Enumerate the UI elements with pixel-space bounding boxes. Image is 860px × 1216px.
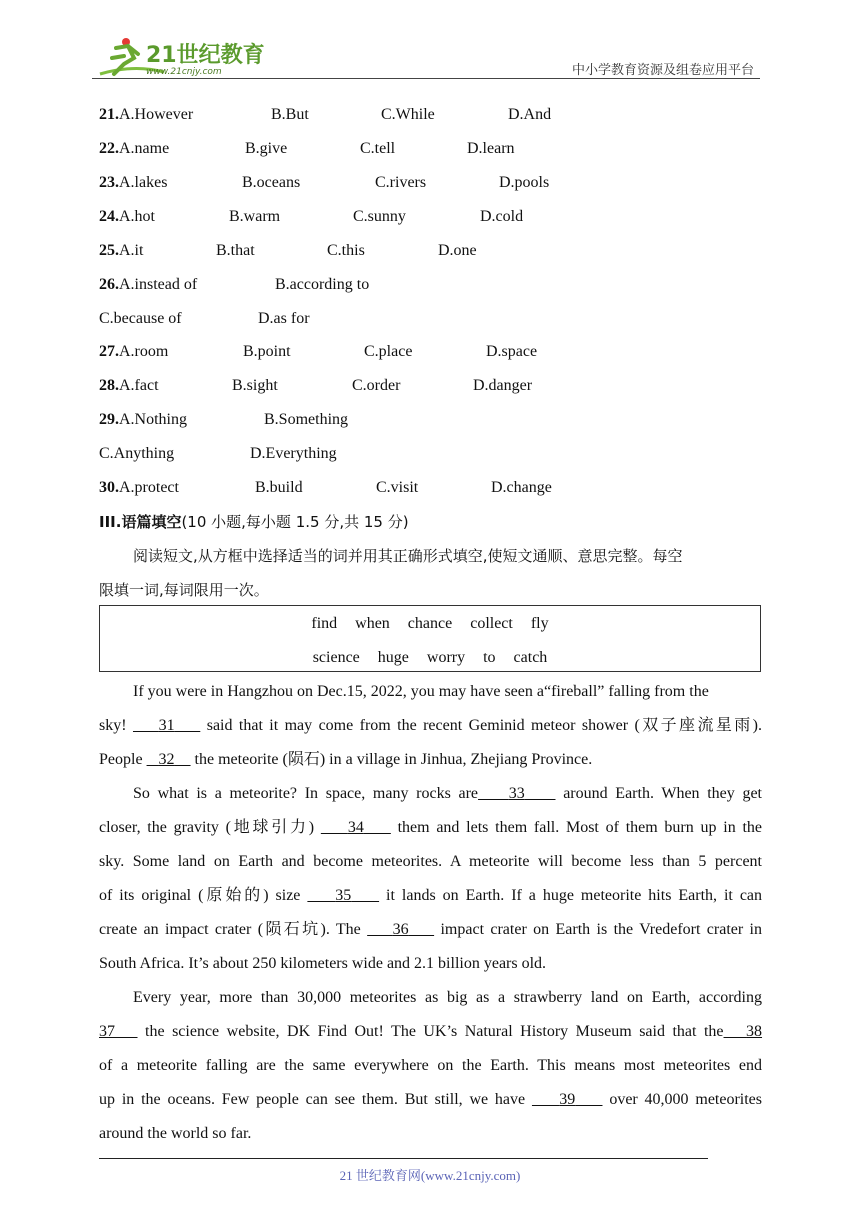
blank-36-number: 36: [392, 921, 409, 938]
question-number: 28.: [99, 377, 119, 394]
option-b: B.according to: [275, 276, 370, 293]
text: sky!: [99, 717, 127, 734]
text: the science website, DK Find Out! The UK’s Natural History Museum said that the: [145, 1023, 724, 1040]
option-d: D.And: [508, 106, 552, 123]
text: around Earth. When they get: [563, 785, 763, 802]
option-d: D.danger: [473, 377, 533, 394]
header-divider: [92, 78, 760, 79]
passage-p1-line3: [99, 750, 762, 770]
blank-37: [99, 1023, 138, 1040]
text: create an impact crater (陨石坑). The: [99, 921, 361, 938]
footer-link[interactable]: 21 世纪教育网(www.21cnjy.com): [339, 1168, 521, 1183]
option-a: A.hot: [119, 208, 155, 225]
text: impact crater on Earth is the Vredefort crater in: [440, 921, 763, 938]
option-b: B.that: [216, 242, 255, 259]
question-29: [99, 410, 599, 430]
question-number: 22.: [99, 140, 119, 157]
question-27: [99, 342, 599, 362]
blank-32: [147, 751, 191, 768]
passage-p3-line5: around the world so far.: [99, 1125, 252, 1142]
blank-31-number: 31: [158, 717, 175, 734]
text: of its original (原始的) size: [99, 887, 301, 904]
text: it lands on Earth. If a huge meteorite hits Earth, it can: [386, 887, 763, 904]
passage-p2-line1: [133, 784, 762, 804]
passage-p3-line3: of a meteorite falling are the same everywhere on the Earth. This means most meteorites end: [99, 1057, 762, 1074]
blank-39-number: 39: [559, 1091, 576, 1108]
passage-p3-line1: Every year, more than 30,000 meteorites as big as a strawberry land on Earth, according: [133, 989, 762, 1006]
option-c: C.this: [327, 242, 365, 259]
section-title-rest: (10 小题,每小题 1.5 分,共 15 分): [181, 513, 409, 531]
blank-31: [133, 717, 200, 734]
passage-p2-line5: [99, 920, 762, 940]
option-c: C.rivers: [375, 174, 427, 191]
option-c: C.place: [364, 343, 413, 360]
passage-p3-line2: [99, 1022, 762, 1042]
option-b: B.build: [255, 479, 303, 496]
question-28: [99, 376, 599, 396]
option-b: B.Something: [264, 411, 349, 428]
option-b: B.point: [243, 343, 291, 360]
text: closer, the gravity (地球引力): [99, 819, 315, 836]
option-a: A.Nothing: [119, 411, 187, 428]
question-number: 24.: [99, 208, 119, 225]
text: up in the oceans. Few people can see them. But still, we have: [99, 1091, 526, 1108]
question-25: [99, 241, 599, 261]
blank-34: [321, 819, 391, 836]
blank-34-number: 34: [347, 819, 364, 836]
logo-text: 21世纪教育: [146, 43, 265, 68]
question-number: 27.: [99, 343, 119, 360]
passage-p1-line2: [99, 716, 762, 736]
option-c: C.While: [381, 106, 435, 123]
text: over 40,000 meteorites: [609, 1091, 763, 1108]
header-tagline: 中小学教育资源及组卷应用平台: [571, 63, 754, 78]
blank-35: [307, 887, 379, 904]
option-d: D.pools: [499, 174, 550, 191]
option-d: D.change: [491, 479, 552, 496]
passage-p2-line3: sky. Some land on Earth and become meteorites. A meteorite will become less than 5 percent: [99, 853, 762, 870]
question-number: 30.: [99, 479, 119, 496]
question-24: [99, 207, 599, 227]
question-number: 21.: [99, 106, 119, 123]
blank-35-number: 35: [335, 887, 352, 904]
question-26: [99, 275, 599, 295]
text: them and lets them fall. Most of them burn up in the: [397, 819, 763, 836]
option-d: D.Everything: [250, 445, 337, 462]
option-d: D.one: [438, 242, 477, 259]
option-a: A.it: [119, 242, 144, 259]
passage-p3-line4: [99, 1090, 762, 1110]
blank-36: [367, 921, 434, 938]
question-30: [99, 478, 599, 498]
blank-38: [724, 1023, 763, 1040]
option-a: A.instead of: [119, 276, 198, 293]
passage-p2-line4: [99, 886, 762, 906]
section-title: [99, 512, 762, 533]
option-c: C.Anything: [99, 445, 175, 462]
question-number: 29.: [99, 411, 119, 428]
question-29-line2: [99, 444, 599, 464]
question-21: [99, 105, 599, 125]
option-a: A.name: [119, 140, 170, 157]
option-d: D.learn: [467, 140, 515, 157]
text: the meteorite (陨石) in a village in Jinhua, Zhejiang Province.: [194, 751, 593, 768]
option-d: D.as for: [258, 310, 310, 327]
option-a: A.However: [119, 106, 194, 123]
text: So what is a meteorite? In space, many rocks are: [133, 785, 479, 802]
word-bank-line-2: science huge worry to catch: [312, 649, 548, 666]
question-23: [99, 173, 599, 193]
section-title-bold: III.语篇填空: [99, 513, 182, 531]
question-number: 23.: [99, 174, 119, 191]
blank-38-number: 38: [746, 1023, 763, 1040]
question-number: 26.: [99, 276, 119, 293]
option-c: C.visit: [376, 479, 419, 496]
instruction-line-1: 阅读短文,从方框中选择适当的词并用其正确形式填空,使短文通顺、意思完整。每空: [133, 547, 683, 565]
blank-33-number: 33: [508, 785, 525, 802]
site-logo: [94, 34, 274, 80]
passage-p1-line1: If you were in Hangzhou on Dec.15, 2022, you may have seen a“fireball” falling from the: [133, 683, 709, 700]
text: said that it may come from the recent Geminid meteor shower (双子座流星雨).: [206, 717, 763, 734]
instruction-line-2: 限填一词,每词限用一次。: [99, 581, 269, 599]
option-c: C.tell: [360, 140, 396, 157]
option-b: B.oceans: [242, 174, 301, 191]
option-b: B.warm: [229, 208, 281, 225]
logo-url: www.21cnjy.com: [146, 67, 222, 77]
word-bank-line-1: find when chance collect fly: [311, 615, 549, 632]
blank-32-number: 32: [158, 751, 175, 768]
blank-37-number: 37: [99, 1023, 115, 1040]
question-22: [99, 139, 599, 159]
option-d: D.space: [486, 343, 538, 360]
option-b: B.But: [271, 106, 309, 123]
text: People: [99, 751, 143, 768]
option-c: C.because of: [99, 310, 182, 327]
option-a: A.fact: [119, 377, 159, 394]
option-a: A.lakes: [119, 174, 168, 191]
option-b: B.sight: [232, 377, 278, 394]
question-number: 25.: [99, 242, 119, 259]
passage-p2-line6: South Africa. It’s about 250 kilometers wide and 2.1 billion years old.: [99, 955, 547, 972]
option-c: C.sunny: [353, 208, 406, 225]
option-a: A.protect: [119, 479, 179, 496]
option-c: C.order: [352, 377, 401, 394]
passage-p2-line2: [99, 818, 762, 838]
blank-39: [532, 1091, 603, 1108]
word-bank-box: [99, 605, 761, 672]
blank-33: [478, 785, 555, 802]
option-a: A.room: [119, 343, 169, 360]
option-d: D.cold: [480, 208, 524, 225]
option-b: B.give: [245, 140, 288, 157]
footer-divider: [99, 1158, 708, 1159]
question-26-line2: [99, 309, 599, 329]
